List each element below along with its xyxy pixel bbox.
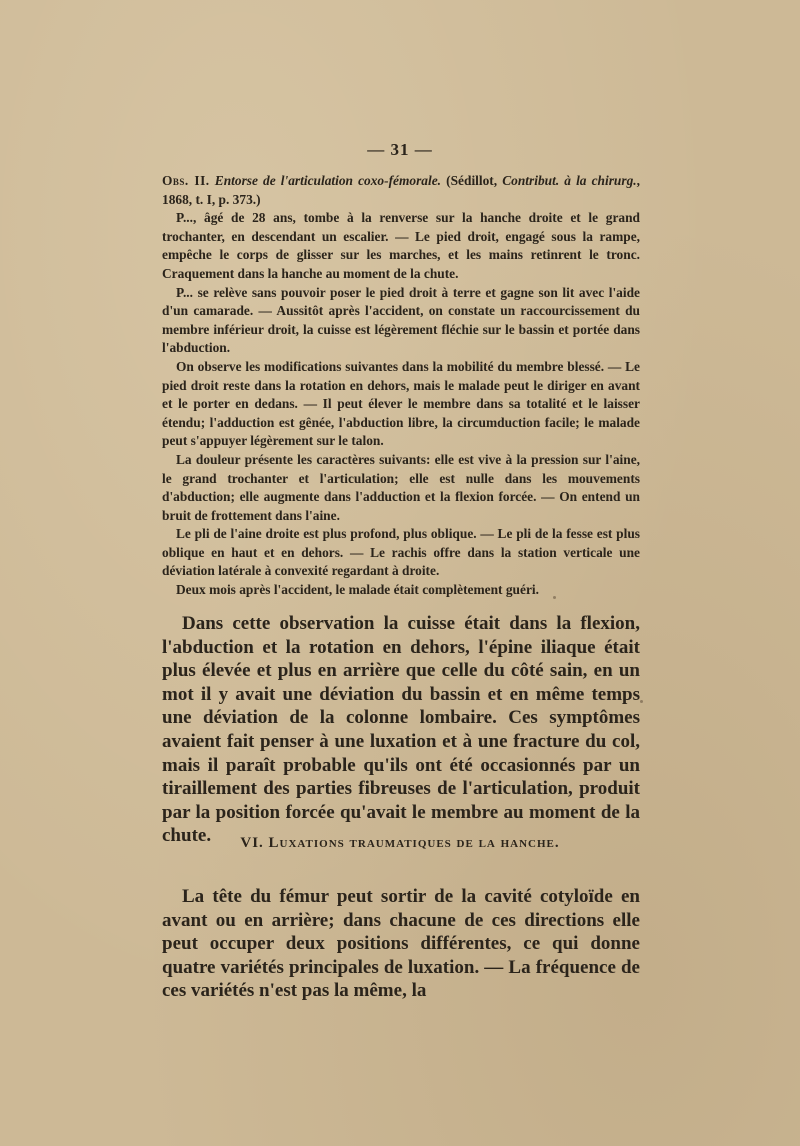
section-heading: VI. Luxations traumatiques de la hanche.	[240, 835, 560, 851]
observation-paragraph: On observe les modifications suivantes dans la mobilité du membre blessé. — Le pied droit reste dans la rotation en dehors, mais le malade peut le diriger en avant et le porter en dedans. — Il peut élever le membre dans sa totalité et le laisser étendu; l'adduction est gênée, l'abduction libre, la circumduction facile; le malade peut s'appuyer légèrement sur le talon.	[162, 358, 640, 449]
observation-block	[162, 172, 640, 600]
section-text-block	[162, 885, 640, 1003]
ink-speck	[553, 596, 556, 599]
discussion-paragraph: Dans cette observation la cuisse était dans la flexion, l'abduction et la rotation en dehors, l'épine iliaque était plus élevée et plus en arrière que celle du côté sain, en un mot il y avait une déviation du bassin et en même temps une déviation de la colonne lombaire. Ces symptômes avaient fait penser à une luxation et à une fracture du col, mais il paraît probable qu'ils ont été occasionnés par un tiraillement des parties fibreuses de l'articulation, produit par la position forcée qu'avait le membre au moment de la chute.	[162, 613, 640, 847]
page-number: — 31 —	[367, 140, 433, 159]
observation-paragraph: P..., âgé de 28 ans, tombe à la renverse sur la hanche droite et le grand trochanter, en descendant un escalier. — Le pied droit, engagé sous la rampe, empêche le corps de glisser sur les marches, et les mains retinrent le tronc. Craquement dans la hanche au moment de la chute.	[162, 210, 640, 281]
ink-speck	[640, 700, 643, 703]
observation-paragraph: Le pli de l'aine droite est plus profond, plus oblique. — Le pli de la fesse est plus oblique en haut et en dehors. — Le rachis offre dans la station verticale une déviation latérale à convexité regardant à droite.	[162, 526, 640, 579]
section-paragraph: La tête du fémur peut sortir de la cavité cotyloïde en avant ou en arrière; dans chacune de ces directions elle peut occuper deux positions différentes, ce qui donne quatre variétés principales de luxation. — La fréquence de ces variétés n'est pas la même, la	[162, 886, 640, 1002]
observation-ref-source: Contribut. à la chirurg.	[502, 173, 637, 188]
observation-heading	[162, 172, 640, 209]
observation-paragraph: P... se relève sans pouvoir poser le pied droit à terre et gagne son lit avec l'aide d'un camarade. — Aussitôt après l'accident, on constate un raccourcissement du membre inférieur droit, la cuisse est légèrement fléchie sur le bassin et portée dans l'abduction.	[162, 284, 640, 356]
observation-label: Obs. II.	[162, 173, 210, 188]
observation-ref-rest: , 1868, t. I, p. 373.)	[162, 173, 640, 207]
observation-paragraph: La douleur présente les caractères suivants: elle est vive à la pression sur l'aine, le grand trochanter et l'articulation; elle est nulle dans les mouvements d'abduction; elle augmente dans l'adduction et la flexion forcée. — On entend un bruit de frottement dans l'aine.	[162, 451, 640, 523]
observation-paragraph: Deux mois après l'accident, le malade était complètement guéri.	[176, 582, 539, 598]
discussion-block	[162, 612, 640, 848]
observation-title: Entorse de l'articulation coxo-fémorale.	[214, 173, 442, 188]
observation-ref-open: (Sédillot,	[446, 173, 498, 188]
